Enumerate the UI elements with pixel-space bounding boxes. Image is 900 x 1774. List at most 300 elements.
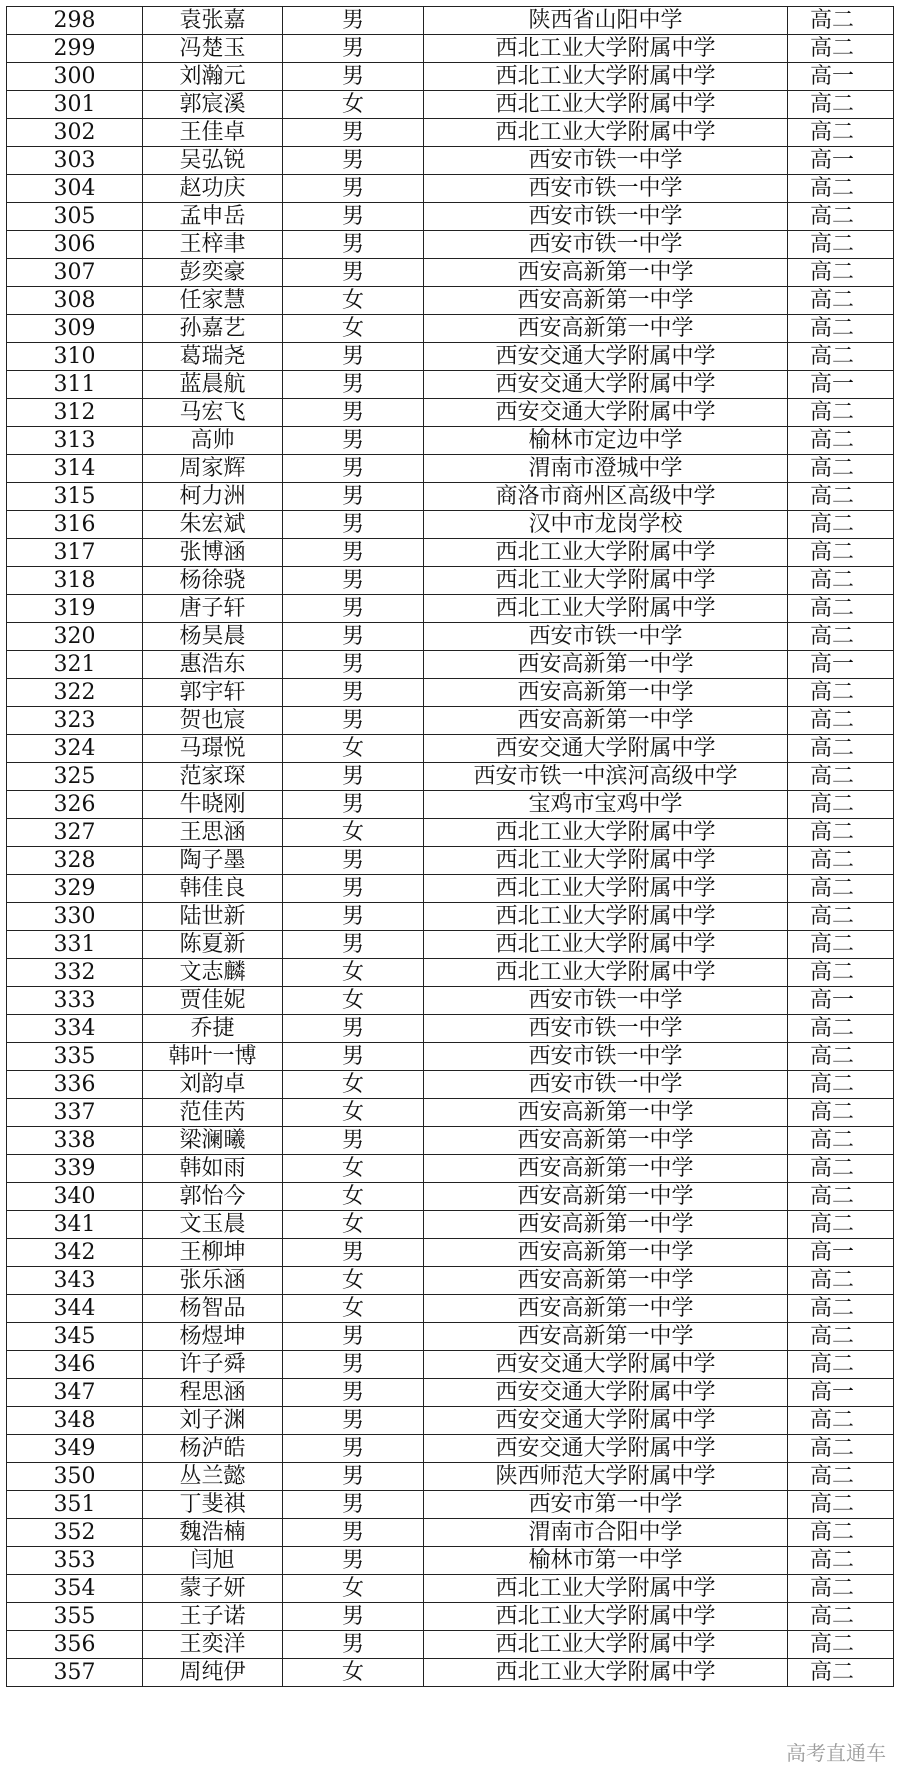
school-cell: 西安高新第一中学 bbox=[424, 287, 788, 315]
number-cell: 307 bbox=[7, 259, 143, 287]
watermark-text: 高考直通车 bbox=[786, 1741, 886, 1765]
number-cell: 328 bbox=[7, 847, 143, 875]
table-row bbox=[7, 231, 894, 259]
name-cell: 任家慧 bbox=[143, 287, 283, 315]
number-cell: 344 bbox=[7, 1295, 143, 1323]
gender-cell: 男 bbox=[283, 175, 424, 203]
number-cell: 357 bbox=[7, 1659, 143, 1687]
school-cell: 西北工业大学附属中学 bbox=[424, 1603, 788, 1631]
gender-cell: 女 bbox=[283, 1071, 424, 1099]
table-row bbox=[7, 1043, 894, 1071]
gender-cell: 男 bbox=[283, 1491, 424, 1519]
school-cell: 西北工业大学附属中学 bbox=[424, 119, 788, 147]
number-cell: 339 bbox=[7, 1155, 143, 1183]
number-cell: 321 bbox=[7, 651, 143, 679]
school-cell: 陕西省山阳中学 bbox=[424, 7, 788, 35]
school-cell: 渭南市合阳中学 bbox=[424, 1519, 788, 1547]
grade-cell: 高一 bbox=[788, 371, 894, 399]
grade-cell: 高二 bbox=[788, 623, 894, 651]
gender-cell: 男 bbox=[283, 511, 424, 539]
name-cell: 刘子渊 bbox=[143, 1407, 283, 1435]
table-row bbox=[7, 427, 894, 455]
number-cell: 332 bbox=[7, 959, 143, 987]
table-row bbox=[7, 819, 894, 847]
number-cell: 303 bbox=[7, 147, 143, 175]
number-cell: 330 bbox=[7, 903, 143, 931]
number-cell: 312 bbox=[7, 399, 143, 427]
school-cell: 西安市铁一中学 bbox=[424, 231, 788, 259]
table-row bbox=[7, 1491, 894, 1519]
table-row bbox=[7, 1127, 894, 1155]
number-cell: 342 bbox=[7, 1239, 143, 1267]
name-cell: 柯力洲 bbox=[143, 483, 283, 511]
gender-cell: 男 bbox=[283, 119, 424, 147]
gender-cell: 女 bbox=[283, 1099, 424, 1127]
table-row bbox=[7, 91, 894, 119]
gender-cell: 女 bbox=[283, 987, 424, 1015]
table-row bbox=[7, 1183, 894, 1211]
number-cell: 298 bbox=[7, 7, 143, 35]
gender-cell: 女 bbox=[283, 1183, 424, 1211]
gender-cell: 女 bbox=[283, 735, 424, 763]
number-cell: 341 bbox=[7, 1211, 143, 1239]
number-cell: 343 bbox=[7, 1267, 143, 1295]
table-row bbox=[7, 455, 894, 483]
number-cell: 313 bbox=[7, 427, 143, 455]
name-cell: 韩佳良 bbox=[143, 875, 283, 903]
name-cell: 马宏飞 bbox=[143, 399, 283, 427]
gender-cell: 女 bbox=[283, 819, 424, 847]
gender-cell: 女 bbox=[283, 315, 424, 343]
grade-cell: 高二 bbox=[788, 707, 894, 735]
grade-cell: 高一 bbox=[788, 147, 894, 175]
school-cell: 西安交通大学附属中学 bbox=[424, 1435, 788, 1463]
gender-cell: 男 bbox=[283, 847, 424, 875]
table-row bbox=[7, 119, 894, 147]
gender-cell: 男 bbox=[283, 1407, 424, 1435]
grade-cell: 高一 bbox=[788, 63, 894, 91]
number-cell: 325 bbox=[7, 763, 143, 791]
grade-cell: 高二 bbox=[788, 931, 894, 959]
table-row bbox=[7, 315, 894, 343]
name-cell: 范佳芮 bbox=[143, 1099, 283, 1127]
table-row bbox=[7, 1267, 894, 1295]
name-cell: 高帅 bbox=[143, 427, 283, 455]
school-cell: 西北工业大学附属中学 bbox=[424, 959, 788, 987]
student-table bbox=[6, 6, 894, 1687]
name-cell: 唐子轩 bbox=[143, 595, 283, 623]
grade-cell: 高二 bbox=[788, 1183, 894, 1211]
school-cell: 西安高新第一中学 bbox=[424, 651, 788, 679]
school-cell: 西安交通大学附属中学 bbox=[424, 1379, 788, 1407]
gender-cell: 男 bbox=[283, 147, 424, 175]
table-row bbox=[7, 567, 894, 595]
name-cell: 郭宸溪 bbox=[143, 91, 283, 119]
grade-cell: 高一 bbox=[788, 1239, 894, 1267]
number-cell: 309 bbox=[7, 315, 143, 343]
school-cell: 西北工业大学附属中学 bbox=[424, 1631, 788, 1659]
grade-cell: 高二 bbox=[788, 1631, 894, 1659]
name-cell: 程思涵 bbox=[143, 1379, 283, 1407]
grade-cell: 高二 bbox=[788, 1519, 894, 1547]
school-cell: 西安高新第一中学 bbox=[424, 1211, 788, 1239]
grade-cell: 高二 bbox=[788, 287, 894, 315]
school-cell: 西安交通大学附属中学 bbox=[424, 1351, 788, 1379]
grade-cell: 高二 bbox=[788, 847, 894, 875]
name-cell: 牛晓刚 bbox=[143, 791, 283, 819]
gender-cell: 女 bbox=[283, 959, 424, 987]
school-cell: 西安高新第一中学 bbox=[424, 1155, 788, 1183]
name-cell: 杨智品 bbox=[143, 1295, 283, 1323]
gender-cell: 女 bbox=[283, 1155, 424, 1183]
table-row bbox=[7, 1099, 894, 1127]
gender-cell: 男 bbox=[283, 679, 424, 707]
grade-cell: 高二 bbox=[788, 203, 894, 231]
table-row bbox=[7, 35, 894, 63]
grade-cell: 高二 bbox=[788, 343, 894, 371]
number-cell: 318 bbox=[7, 567, 143, 595]
table-row bbox=[7, 1015, 894, 1043]
table-row bbox=[7, 287, 894, 315]
gender-cell: 男 bbox=[283, 371, 424, 399]
grade-cell: 高二 bbox=[788, 259, 894, 287]
table-row bbox=[7, 707, 894, 735]
name-cell: 周纯伊 bbox=[143, 1659, 283, 1687]
gender-cell: 男 bbox=[283, 791, 424, 819]
school-cell: 西安交通大学附属中学 bbox=[424, 399, 788, 427]
grade-cell: 高二 bbox=[788, 1155, 894, 1183]
grade-cell: 高二 bbox=[788, 959, 894, 987]
grade-cell: 高二 bbox=[788, 455, 894, 483]
gender-cell: 男 bbox=[283, 231, 424, 259]
gender-cell: 女 bbox=[283, 1211, 424, 1239]
name-cell: 王柳坤 bbox=[143, 1239, 283, 1267]
name-cell: 许子舜 bbox=[143, 1351, 283, 1379]
number-cell: 319 bbox=[7, 595, 143, 623]
name-cell: 周家辉 bbox=[143, 455, 283, 483]
school-cell: 西安交通大学附属中学 bbox=[424, 735, 788, 763]
school-cell: 西安高新第一中学 bbox=[424, 315, 788, 343]
school-cell: 西安高新第一中学 bbox=[424, 1099, 788, 1127]
name-cell: 范家琛 bbox=[143, 763, 283, 791]
number-cell: 353 bbox=[7, 1547, 143, 1575]
number-cell: 304 bbox=[7, 175, 143, 203]
number-cell: 352 bbox=[7, 1519, 143, 1547]
grade-cell: 高一 bbox=[788, 987, 894, 1015]
gender-cell: 男 bbox=[283, 1127, 424, 1155]
grade-cell: 高二 bbox=[788, 399, 894, 427]
gender-cell: 女 bbox=[283, 1295, 424, 1323]
table-row bbox=[7, 1463, 894, 1491]
number-cell: 334 bbox=[7, 1015, 143, 1043]
name-cell: 陶子墨 bbox=[143, 847, 283, 875]
name-cell: 闫旭 bbox=[143, 1547, 283, 1575]
name-cell: 赵功庆 bbox=[143, 175, 283, 203]
school-cell: 西安交通大学附属中学 bbox=[424, 343, 788, 371]
number-cell: 316 bbox=[7, 511, 143, 539]
grade-cell: 高二 bbox=[788, 539, 894, 567]
number-cell: 338 bbox=[7, 1127, 143, 1155]
number-cell: 317 bbox=[7, 539, 143, 567]
grade-cell: 高二 bbox=[788, 595, 894, 623]
gender-cell: 男 bbox=[283, 651, 424, 679]
gender-cell: 男 bbox=[283, 875, 424, 903]
table-row bbox=[7, 1155, 894, 1183]
school-cell: 西北工业大学附属中学 bbox=[424, 595, 788, 623]
table-row bbox=[7, 1379, 894, 1407]
school-cell: 西北工业大学附属中学 bbox=[424, 1575, 788, 1603]
number-cell: 354 bbox=[7, 1575, 143, 1603]
table-row bbox=[7, 63, 894, 91]
table-row bbox=[7, 1211, 894, 1239]
table-row bbox=[7, 763, 894, 791]
number-cell: 355 bbox=[7, 1603, 143, 1631]
grade-cell: 高二 bbox=[788, 483, 894, 511]
grade-cell: 高二 bbox=[788, 315, 894, 343]
school-cell: 西安高新第一中学 bbox=[424, 259, 788, 287]
name-cell: 陆世新 bbox=[143, 903, 283, 931]
name-cell: 乔捷 bbox=[143, 1015, 283, 1043]
table-row bbox=[7, 1239, 894, 1267]
school-cell: 西北工业大学附属中学 bbox=[424, 847, 788, 875]
number-cell: 308 bbox=[7, 287, 143, 315]
name-cell: 文志麟 bbox=[143, 959, 283, 987]
school-cell: 西北工业大学附属中学 bbox=[424, 63, 788, 91]
table-row bbox=[7, 1323, 894, 1351]
grade-cell: 高二 bbox=[788, 1547, 894, 1575]
gender-cell: 女 bbox=[283, 287, 424, 315]
table-row bbox=[7, 1407, 894, 1435]
grade-cell: 高二 bbox=[788, 119, 894, 147]
gender-cell: 男 bbox=[283, 483, 424, 511]
name-cell: 贾佳妮 bbox=[143, 987, 283, 1015]
number-cell: 331 bbox=[7, 931, 143, 959]
name-cell: 陈夏新 bbox=[143, 931, 283, 959]
table-row bbox=[7, 1603, 894, 1631]
school-cell: 西安高新第一中学 bbox=[424, 1295, 788, 1323]
table-row bbox=[7, 1659, 894, 1687]
grade-cell: 高二 bbox=[788, 1659, 894, 1687]
gender-cell: 男 bbox=[283, 1379, 424, 1407]
number-cell: 356 bbox=[7, 1631, 143, 1659]
gender-cell: 女 bbox=[283, 91, 424, 119]
number-cell: 335 bbox=[7, 1043, 143, 1071]
table-row bbox=[7, 483, 894, 511]
name-cell: 蓝晨航 bbox=[143, 371, 283, 399]
school-cell: 西安市铁一中学 bbox=[424, 1043, 788, 1071]
grade-cell: 高二 bbox=[788, 679, 894, 707]
number-cell: 327 bbox=[7, 819, 143, 847]
table-row bbox=[7, 539, 894, 567]
name-cell: 杨昊晨 bbox=[143, 623, 283, 651]
grade-cell: 高二 bbox=[788, 791, 894, 819]
gender-cell: 男 bbox=[283, 931, 424, 959]
school-cell: 西安市铁一中学 bbox=[424, 1071, 788, 1099]
school-cell: 西安市第一中学 bbox=[424, 1491, 788, 1519]
school-cell: 西北工业大学附属中学 bbox=[424, 567, 788, 595]
school-cell: 西北工业大学附属中学 bbox=[424, 35, 788, 63]
grade-cell: 高二 bbox=[788, 511, 894, 539]
school-cell: 西安市铁一中学 bbox=[424, 175, 788, 203]
table-row bbox=[7, 1547, 894, 1575]
gender-cell: 男 bbox=[283, 1435, 424, 1463]
name-cell: 马璟悦 bbox=[143, 735, 283, 763]
gender-cell: 男 bbox=[283, 1323, 424, 1351]
school-cell: 西北工业大学附属中学 bbox=[424, 903, 788, 931]
school-cell: 西北工业大学附属中学 bbox=[424, 875, 788, 903]
gender-cell: 男 bbox=[283, 1631, 424, 1659]
school-cell: 西安高新第一中学 bbox=[424, 1239, 788, 1267]
table-row bbox=[7, 1519, 894, 1547]
name-cell: 韩如雨 bbox=[143, 1155, 283, 1183]
gender-cell: 男 bbox=[283, 763, 424, 791]
number-cell: 311 bbox=[7, 371, 143, 399]
grade-cell: 高二 bbox=[788, 1043, 894, 1071]
grade-cell: 高二 bbox=[788, 175, 894, 203]
table-row bbox=[7, 511, 894, 539]
gender-cell: 女 bbox=[283, 1267, 424, 1295]
grade-cell: 高二 bbox=[788, 875, 894, 903]
number-cell: 314 bbox=[7, 455, 143, 483]
school-cell: 西安市铁一中滨河高级中学 bbox=[424, 763, 788, 791]
gender-cell: 男 bbox=[283, 707, 424, 735]
grade-cell: 高二 bbox=[788, 1323, 894, 1351]
school-cell: 西安交通大学附属中学 bbox=[424, 1407, 788, 1435]
school-cell: 西安高新第一中学 bbox=[424, 1323, 788, 1351]
gender-cell: 男 bbox=[283, 903, 424, 931]
table-row bbox=[7, 791, 894, 819]
name-cell: 张博涵 bbox=[143, 539, 283, 567]
name-cell: 蒙子妍 bbox=[143, 1575, 283, 1603]
school-cell: 西北工业大学附属中学 bbox=[424, 931, 788, 959]
table-row bbox=[7, 1295, 894, 1323]
table-row bbox=[7, 595, 894, 623]
name-cell: 贺也宸 bbox=[143, 707, 283, 735]
school-cell: 商洛市商州区高级中学 bbox=[424, 483, 788, 511]
number-cell: 336 bbox=[7, 1071, 143, 1099]
grade-cell: 高二 bbox=[788, 1575, 894, 1603]
table-row bbox=[7, 735, 894, 763]
gender-cell: 男 bbox=[283, 567, 424, 595]
school-cell: 西北工业大学附属中学 bbox=[424, 539, 788, 567]
grade-cell: 高二 bbox=[788, 1351, 894, 1379]
gender-cell: 男 bbox=[283, 1239, 424, 1267]
grade-cell: 高二 bbox=[788, 1435, 894, 1463]
school-cell: 榆林市第一中学 bbox=[424, 1547, 788, 1575]
school-cell: 西安市铁一中学 bbox=[424, 1015, 788, 1043]
name-cell: 韩叶一博 bbox=[143, 1043, 283, 1071]
name-cell: 冯楚玉 bbox=[143, 35, 283, 63]
school-cell: 西安高新第一中学 bbox=[424, 1267, 788, 1295]
school-cell: 西安高新第一中学 bbox=[424, 1127, 788, 1155]
grade-cell: 高二 bbox=[788, 1407, 894, 1435]
table-row bbox=[7, 987, 894, 1015]
number-cell: 346 bbox=[7, 1351, 143, 1379]
grade-cell: 高一 bbox=[788, 651, 894, 679]
table-row bbox=[7, 259, 894, 287]
gender-cell: 男 bbox=[283, 455, 424, 483]
name-cell: 朱宏斌 bbox=[143, 511, 283, 539]
number-cell: 347 bbox=[7, 1379, 143, 1407]
grade-cell: 高二 bbox=[788, 735, 894, 763]
table-row bbox=[7, 175, 894, 203]
number-cell: 349 bbox=[7, 1435, 143, 1463]
name-cell: 文玉晨 bbox=[143, 1211, 283, 1239]
gender-cell: 男 bbox=[283, 427, 424, 455]
grade-cell: 高二 bbox=[788, 35, 894, 63]
grade-cell: 高二 bbox=[788, 1267, 894, 1295]
school-cell: 西北工业大学附属中学 bbox=[424, 819, 788, 847]
gender-cell: 男 bbox=[283, 203, 424, 231]
school-cell: 陕西师范大学附属中学 bbox=[424, 1463, 788, 1491]
school-cell: 宝鸡市宝鸡中学 bbox=[424, 791, 788, 819]
gender-cell: 男 bbox=[283, 343, 424, 371]
table-row bbox=[7, 623, 894, 651]
name-cell: 丁斐祺 bbox=[143, 1491, 283, 1519]
name-cell: 王思涵 bbox=[143, 819, 283, 847]
name-cell: 刘韵卓 bbox=[143, 1071, 283, 1099]
number-cell: 320 bbox=[7, 623, 143, 651]
grade-cell: 高二 bbox=[788, 7, 894, 35]
school-cell: 西安高新第一中学 bbox=[424, 1183, 788, 1211]
number-cell: 301 bbox=[7, 91, 143, 119]
table-row bbox=[7, 1631, 894, 1659]
number-cell: 315 bbox=[7, 483, 143, 511]
name-cell: 丛兰懿 bbox=[143, 1463, 283, 1491]
gender-cell: 男 bbox=[283, 539, 424, 567]
name-cell: 葛瑞尧 bbox=[143, 343, 283, 371]
number-cell: 350 bbox=[7, 1463, 143, 1491]
number-cell: 329 bbox=[7, 875, 143, 903]
name-cell: 王奕洋 bbox=[143, 1631, 283, 1659]
grade-cell: 高二 bbox=[788, 1071, 894, 1099]
number-cell: 300 bbox=[7, 63, 143, 91]
table-row bbox=[7, 651, 894, 679]
school-cell: 渭南市澄城中学 bbox=[424, 455, 788, 483]
grade-cell: 高二 bbox=[788, 819, 894, 847]
school-cell: 西北工业大学附属中学 bbox=[424, 1659, 788, 1687]
table-row bbox=[7, 679, 894, 707]
grade-cell: 高二 bbox=[788, 1491, 894, 1519]
name-cell: 郭宇轩 bbox=[143, 679, 283, 707]
table-row bbox=[7, 371, 894, 399]
name-cell: 刘瀚元 bbox=[143, 63, 283, 91]
number-cell: 348 bbox=[7, 1407, 143, 1435]
number-cell: 310 bbox=[7, 343, 143, 371]
name-cell: 魏浩楠 bbox=[143, 1519, 283, 1547]
number-cell: 333 bbox=[7, 987, 143, 1015]
gender-cell: 男 bbox=[283, 1547, 424, 1575]
grade-cell: 高二 bbox=[788, 1463, 894, 1491]
name-cell: 张乐涵 bbox=[143, 1267, 283, 1295]
grade-cell: 高二 bbox=[788, 1015, 894, 1043]
name-cell: 王子诺 bbox=[143, 1603, 283, 1631]
name-cell: 梁澜曦 bbox=[143, 1127, 283, 1155]
school-cell: 西安交通大学附属中学 bbox=[424, 371, 788, 399]
table-row bbox=[7, 1071, 894, 1099]
gender-cell: 男 bbox=[283, 35, 424, 63]
name-cell: 杨徐骁 bbox=[143, 567, 283, 595]
name-cell: 吴弘锐 bbox=[143, 147, 283, 175]
name-cell: 彭奕豪 bbox=[143, 259, 283, 287]
gender-cell: 男 bbox=[283, 63, 424, 91]
grade-cell: 高二 bbox=[788, 763, 894, 791]
gender-cell: 男 bbox=[283, 399, 424, 427]
name-cell: 孙嘉艺 bbox=[143, 315, 283, 343]
table-row bbox=[7, 7, 894, 35]
gender-cell: 男 bbox=[283, 623, 424, 651]
table-row bbox=[7, 1435, 894, 1463]
